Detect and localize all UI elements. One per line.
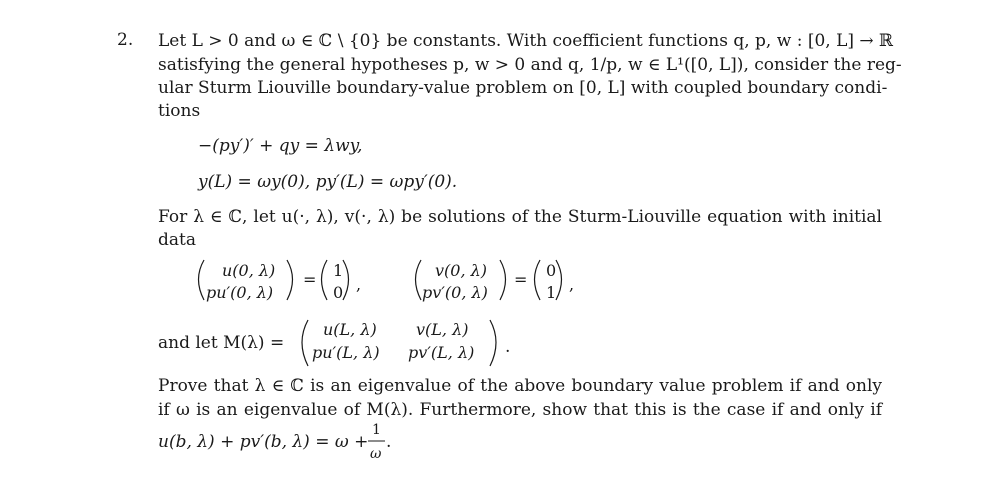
matrix-m22: pv′(L, λ): [408, 343, 475, 362]
equation-boundary-conditions: y(L) = ωy(0), py′(L) = ωpy′(0).: [198, 172, 458, 192]
paragraph2-line-1: For λ ∈ ℂ, let u(·, λ), v(·, λ) be solutions of the Sturm-Liouville equation with initial: [158, 207, 882, 227]
v-rhs-top: 0: [546, 261, 557, 280]
v-rhs-bottom: 1: [546, 283, 557, 302]
final-equation-trail: .: [386, 432, 392, 452]
paragraph1-line-3: ular Sturm Liouville boundary-value problem on [0, L] with coupled boundary condi-: [158, 78, 888, 98]
problem-number: 2.: [117, 30, 134, 50]
v-comma: ,: [569, 275, 575, 294]
paragraph1-line-4: tions: [158, 101, 201, 121]
u-initial-bottom: pu′(0, λ): [206, 283, 274, 302]
paragraph2-line-2: data: [158, 230, 196, 250]
final-equation-denominator: ω: [370, 446, 382, 462]
paragraph3-line-1: Prove that λ ∈ ℂ is an eigenvalue of the above boundary value problem if and only: [158, 376, 882, 396]
matrix-m21: pu′(L, λ): [312, 343, 380, 362]
u-comma: ,: [356, 275, 362, 294]
final-equation-numerator: 1: [372, 422, 381, 438]
v-equals: =: [514, 270, 528, 289]
paragraph1-line-1: Let L > 0 and ω ∈ ℂ \ {0} be constants. With coefficient functions q, p, w : [0, L] → ℝ: [158, 31, 894, 51]
u-initial-top: u(0, λ): [222, 261, 276, 280]
u-equals: =: [303, 270, 317, 289]
u-rhs-top: 1: [333, 261, 344, 280]
matrix-m12: v(L, λ): [416, 320, 469, 339]
matrix-lead-text: and let M(λ) =: [158, 333, 285, 353]
u-rhs-bottom: 0: [333, 283, 344, 302]
v-initial-bottom: pv′(0, λ): [422, 283, 488, 302]
matrix-m11: u(L, λ): [323, 320, 377, 339]
equation-sturm-liouville: −(py′)′ + qy = λwy,: [198, 136, 363, 156]
matrix-trail: .: [505, 337, 511, 357]
paragraph3-line-2: if ω is an eigenvalue of M(λ). Furthermore, show that this is the case if and only if: [158, 400, 882, 420]
final-equation-lhs: u(b, λ) + pv′(b, λ) = ω +: [158, 432, 369, 452]
v-initial-top: v(0, λ): [435, 261, 488, 280]
paragraph1-line-2: satisfying the general hypotheses p, w > 0 and q, 1/p, w ∈ L¹([0, L]), consider the reg-: [158, 55, 902, 75]
